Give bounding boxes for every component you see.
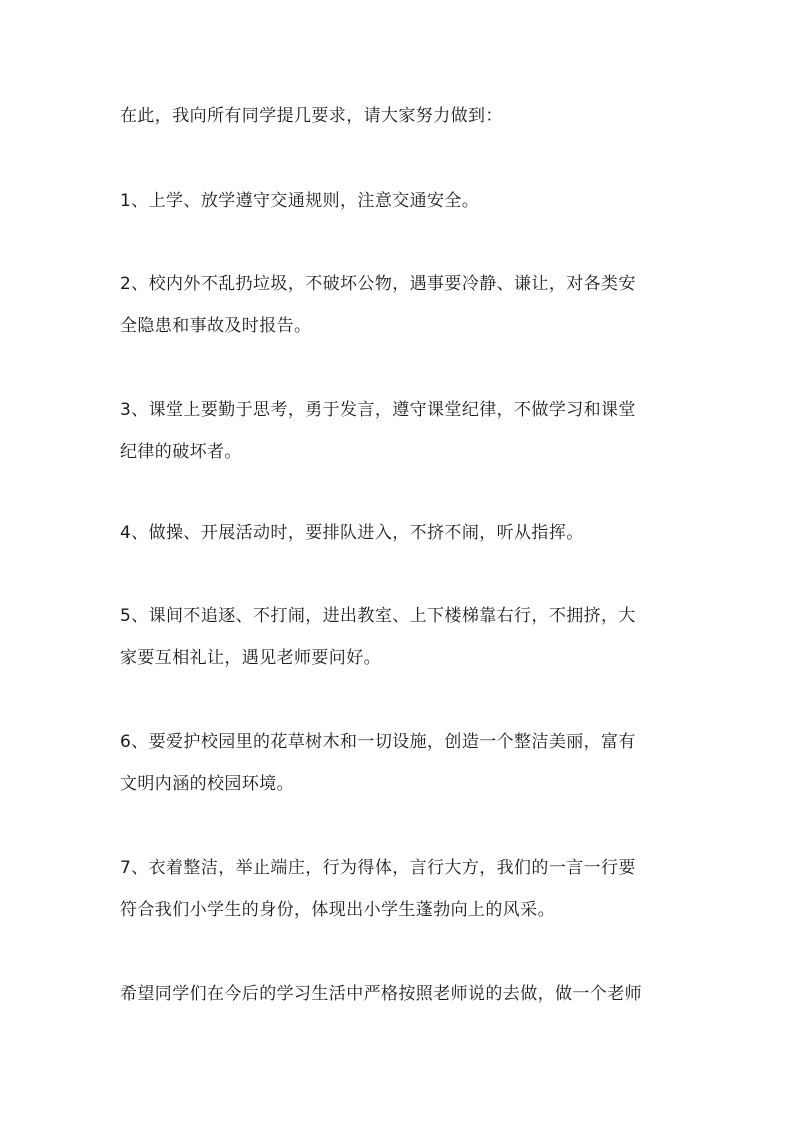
rule-1-line-1: 1、上学、放学遵守交通规则，注意交通安全。 (120, 191, 480, 211)
rule-7-line-2: 符合我们小学生的身份，体现出小学生蓬勃向上的风采。 (120, 900, 555, 920)
rule-7-line-1: 7、衣着整洁，举止端庄，行为得体，言行大方，我们的一言一行要 (120, 858, 636, 878)
rule-2-line-1: 2、校内外不乱扔垃圾，不破坏公物，遇事要冷静、谦让，对各类安 (120, 274, 636, 294)
rule-5-line-2: 家要互相礼让，遇见老师要问好。 (120, 648, 381, 668)
rule-4-line-1: 4、做操、开展活动时，要排队进入，不挤不闹，听从指挥。 (120, 523, 584, 543)
rule-6-line-2: 文明内涵的校园环境。 (120, 774, 294, 794)
rule-3-line-1: 3、课堂上要勤于思考，勇于发言，遵守课堂纪律，不做学习和课堂 (120, 400, 636, 420)
intro-paragraph: 在此，我向所有同学提几要求，请大家努力做到： (120, 106, 503, 126)
rule-2-line-2: 全隐患和事故及时报告。 (120, 316, 312, 336)
closing-paragraph: 希望同学们在今后的学习生活中严格按照老师说的去做，做一个老师 (120, 984, 642, 1004)
rule-3-line-2: 纪律的破坏者。 (120, 442, 242, 462)
rule-6-line-1: 6、要爱护校园里的花草树木和一切设施，创造一个整洁美丽，富有 (120, 732, 636, 752)
rule-5-line-1: 5、课间不追逐、不打闹，进出教室、上下楼梯靠右行，不拥挤，大 (120, 606, 636, 626)
